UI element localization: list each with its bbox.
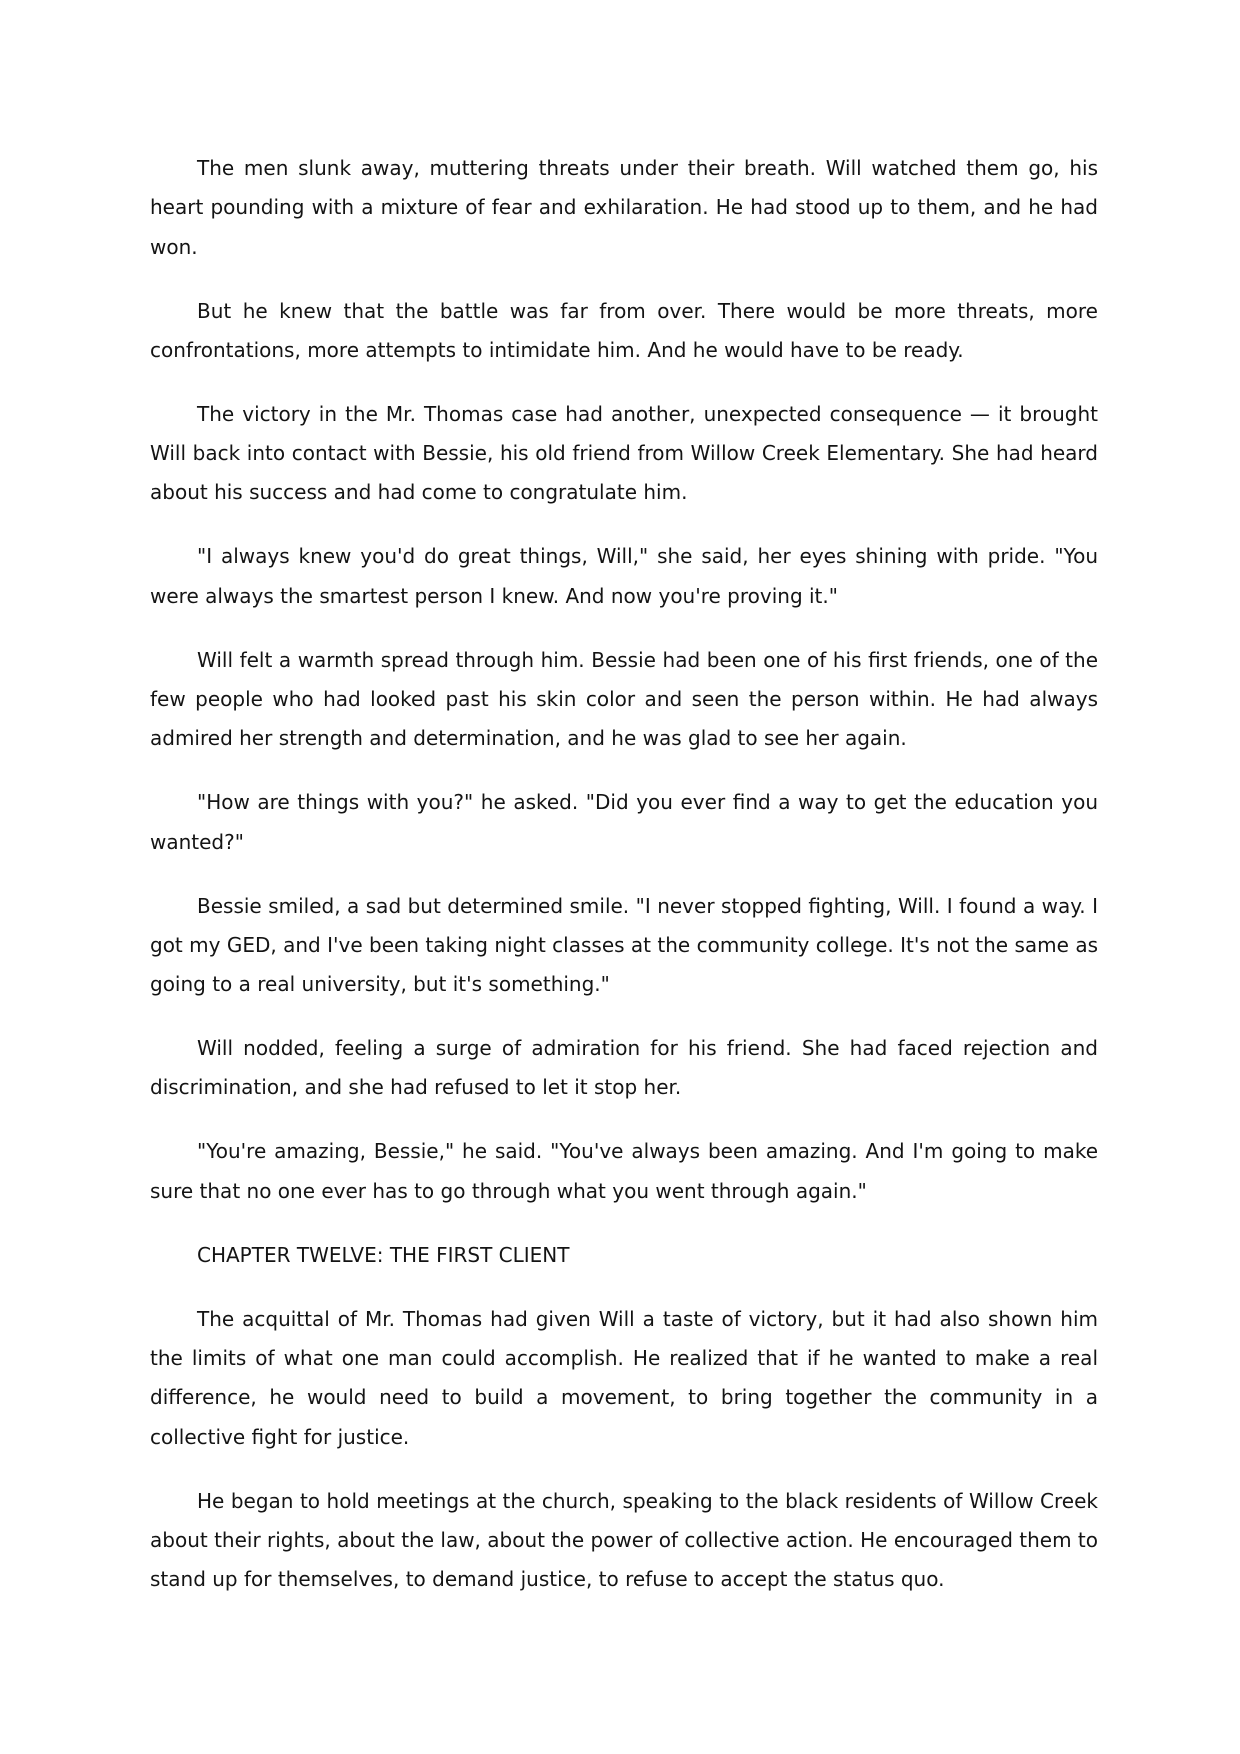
paragraph: Will nodded, feeling a surge of admiration for his friend. She had faced rejection and discrimination, and she had refused to let it stop her. <box>150 1036 1098 1100</box>
paragraph: The men slunk away, muttering threats under their breath. Will watched them go, his heart pounding with a mixture of fear and exhilaration. He had stood up to them, and he had won. <box>150 156 1098 259</box>
paragraph: "How are things with you?" he asked. "Did you ever find a way to get the education you wanted?" <box>150 790 1098 854</box>
document-body <box>150 149 1098 1599</box>
paragraph: "I always knew you'd do great things, Will," she said, her eyes shining with pride. "You were always the smartest person I knew. And now you're proving it." <box>150 544 1098 608</box>
paragraph: The victory in the Mr. Thomas case had another, unexpected consequence — it brought Will back into contact with Bessie, his old friend from Willow Creek Elementary. She had heard about his success and had come to congratulate him. <box>150 401 1098 505</box>
paragraph: But he knew that the battle was far from over. There would be more threats, more confrontations, more attempts to intimidate him. And he would have to be ready. <box>150 298 1098 362</box>
paragraph: "You're amazing, Bessie," he said. "You've always been amazing. And I'm going to make sure that no one ever has to go through what you went through again." <box>150 1139 1098 1203</box>
paragraph: Will felt a warmth spread through him. Bessie had been one of his first friends, one of the few people who had looked past his skin color and seen the person within. He had always admired her strength and determination, and he was glad to see her again. <box>150 647 1098 751</box>
chapter-heading: CHAPTER TWELVE: THE FIRST CLIENT <box>197 1242 570 1267</box>
paragraph: Bessie smiled, a sad but determined smile. "I never stopped fighting, Will. I found a way. I got my GED, and I've been taking night classes at the community college. It's not the same as going to a real university, but it's something." <box>150 893 1098 997</box>
paragraph: The acquittal of Mr. Thomas had given Will a taste of victory, but it had also shown him the limits of what one man could accomplish. He realized that if he wanted to make a real difference, he would need to build a movement, to bring together the community in a collective fight for justice. <box>150 1306 1098 1449</box>
paragraph: He began to hold meetings at the church, speaking to the black residents of Willow Creek about their rights, about the law, about the power of collective action. He encouraged them to stand up for themselves, to demand justice, to refuse to accept the status quo. <box>150 1488 1099 1592</box>
